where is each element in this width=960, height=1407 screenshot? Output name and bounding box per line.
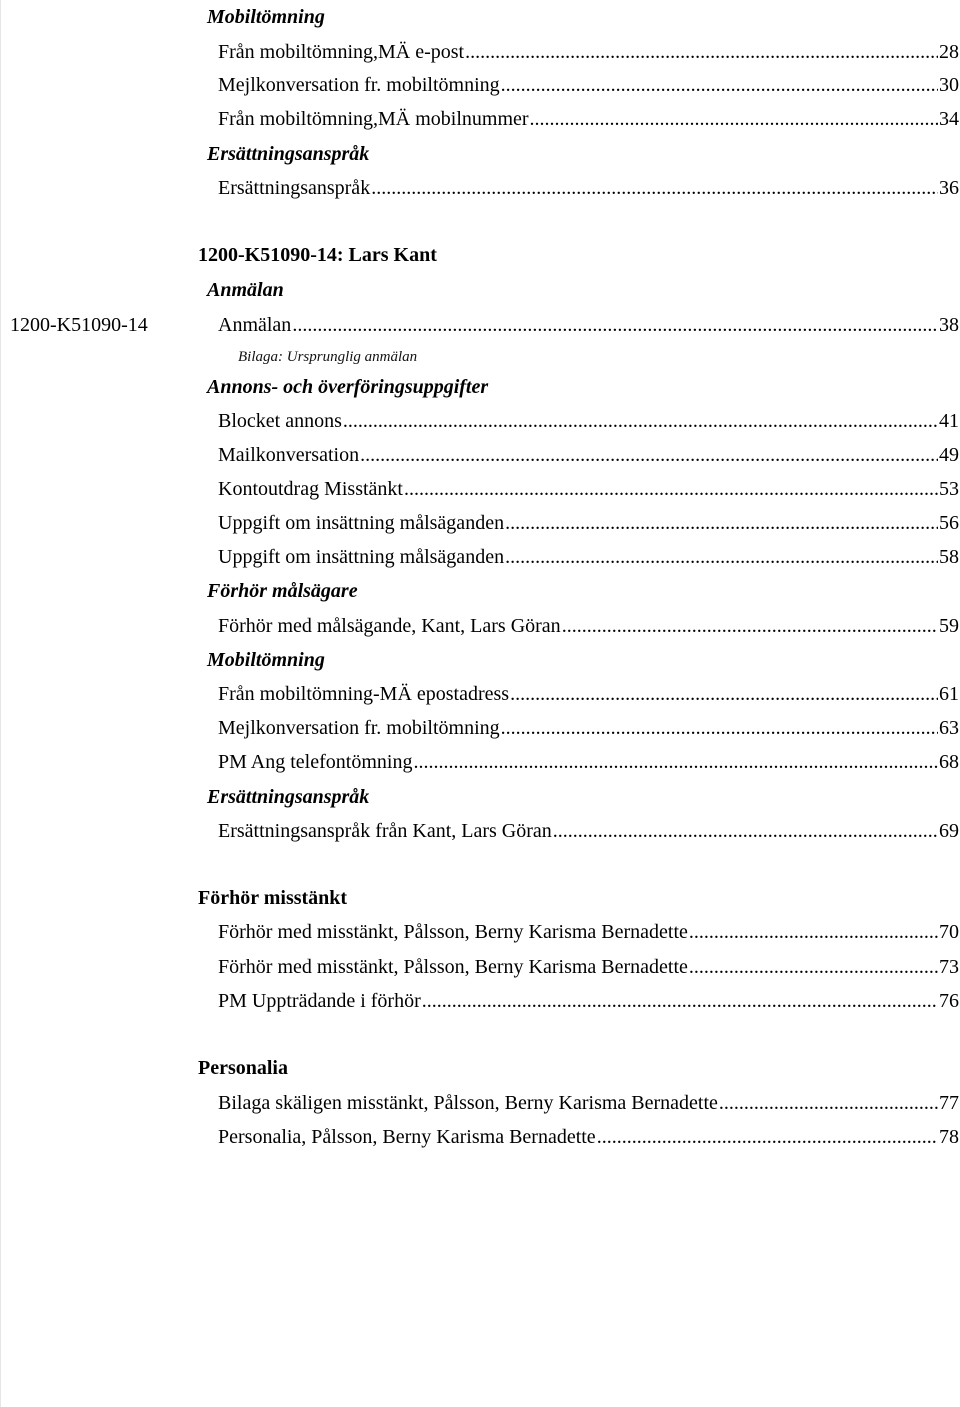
toc-entry[interactable]	[218, 750, 959, 774]
entry-title: Blocket annons	[218, 410, 342, 432]
entry-page: 49	[939, 444, 959, 466]
toc-entry[interactable]	[218, 40, 959, 64]
section-heading: Ersättningsanspråk	[207, 143, 370, 165]
toc-entry[interactable]	[218, 989, 959, 1013]
section-heading: Förhör målsägare	[207, 580, 358, 602]
entry-title: Anmälan	[218, 314, 292, 336]
dot-leader	[422, 989, 938, 1013]
dot-leader	[505, 545, 938, 569]
entry-title: Förhör med målsägande, Kant, Lars Göran	[218, 615, 561, 637]
entry-page: 28	[939, 41, 959, 63]
section-heading: Anmälan	[207, 279, 284, 301]
entry-page: 34	[939, 108, 959, 130]
attachment-note: Bilaga: Ursprunglig anmälan	[238, 349, 418, 365]
entry-page: 56	[939, 512, 959, 534]
dot-leader	[501, 73, 938, 97]
entry-title: Ersättningsanspråk	[218, 177, 371, 199]
entry-title: Kontoutdrag Misstänkt	[218, 478, 403, 500]
entry-page: 77	[939, 1092, 959, 1114]
dot-leader	[689, 955, 938, 979]
section-heading: Mobiltömning	[207, 649, 325, 671]
entry-page: 61	[939, 683, 959, 705]
toc-entry[interactable]	[218, 682, 959, 706]
dot-leader	[343, 409, 938, 433]
entry-title: PM Ang telefontömning	[218, 751, 413, 773]
entry-title: Ersättningsanspråk från Kant, Lars Göran	[218, 820, 552, 842]
case-heading: 1200-K51090-14: Lars Kant	[198, 244, 437, 266]
dot-leader	[360, 443, 938, 467]
section-heading: Mobiltömning	[207, 6, 325, 28]
toc-entry[interactable]	[218, 716, 959, 740]
toc-entry[interactable]	[218, 477, 959, 501]
section-heading: Annons- och överföringsuppgifter	[207, 376, 489, 398]
toc-entry[interactable]	[218, 545, 959, 569]
entry-title: Från mobiltömning,MÄ mobilnummer	[218, 108, 529, 130]
entry-title: Uppgift om insättning målsäganden	[218, 546, 505, 568]
toc-entry[interactable]	[218, 1091, 959, 1115]
toc-entry[interactable]	[218, 614, 959, 638]
entry-page: 41	[939, 410, 959, 432]
entry-page: 73	[939, 956, 959, 978]
entry-title: PM Uppträdande i förhör	[218, 990, 421, 1012]
toc-entry[interactable]	[218, 920, 959, 944]
toc-entry[interactable]	[218, 955, 959, 979]
entry-title: Mejlkonversation fr. mobiltömning	[218, 74, 500, 96]
section-heading: Personalia	[198, 1057, 288, 1079]
page-edge	[0, 0, 1, 1407]
entry-page: 53	[939, 478, 959, 500]
toc-entry[interactable]	[218, 176, 959, 200]
entry-page: 30	[939, 74, 959, 96]
entry-title: Från mobiltömning,MÄ e-post	[218, 41, 465, 63]
entry-page: 68	[939, 751, 959, 773]
entry-page: 36	[939, 177, 959, 199]
toc-entry[interactable]	[218, 511, 959, 535]
dot-leader	[597, 1125, 938, 1149]
toc-entry[interactable]	[218, 819, 959, 843]
dot-leader	[292, 313, 938, 337]
dot-leader	[505, 511, 938, 535]
dot-leader	[562, 614, 938, 638]
case-number-label: 1200-K51090-14	[10, 314, 148, 336]
entry-title: Uppgift om insättning målsäganden	[218, 512, 505, 534]
toc-entry[interactable]	[218, 1125, 959, 1149]
dot-leader	[510, 682, 938, 706]
dot-leader	[553, 819, 938, 843]
entry-title: Mailkonversation	[218, 444, 360, 466]
dot-leader	[404, 477, 938, 501]
dot-leader	[689, 920, 938, 944]
entry-page: 70	[939, 921, 959, 943]
dot-leader	[413, 750, 938, 774]
dot-leader	[719, 1091, 938, 1115]
dot-leader	[501, 716, 938, 740]
entry-title: Personalia, Pålsson, Berny Karisma Bernadette	[218, 1126, 596, 1148]
toc-entry[interactable]	[218, 409, 959, 433]
entry-title: Mejlkonversation fr. mobiltömning	[218, 717, 500, 739]
dot-leader	[371, 176, 938, 200]
entry-title: Förhör med misstänkt, Pålsson, Berny Karisma Bernadette	[218, 956, 688, 978]
entry-page: 63	[939, 717, 959, 739]
entry-page: 59	[939, 615, 959, 637]
toc-entry[interactable]	[218, 313, 959, 337]
entry-title: Från mobiltömning-MÄ epostadress	[218, 683, 510, 705]
section-heading: Ersättningsanspråk	[207, 786, 370, 808]
dot-leader	[530, 107, 938, 131]
entry-title: Förhör med misstänkt, Pålsson, Berny Karisma Bernadette	[218, 921, 688, 943]
entry-page: 76	[939, 990, 959, 1012]
entry-page: 78	[939, 1126, 959, 1148]
toc-entry[interactable]	[218, 107, 959, 131]
entry-page: 69	[939, 820, 959, 842]
toc-entry[interactable]	[218, 73, 959, 97]
entry-page: 38	[939, 314, 959, 336]
entry-title: Bilaga skäligen misstänkt, Pålsson, Berny Karisma Bernadette	[218, 1092, 718, 1114]
dot-leader	[465, 40, 938, 64]
entry-page: 58	[939, 546, 959, 568]
section-heading: Förhör misstänkt	[198, 887, 348, 909]
toc-entry[interactable]	[218, 443, 959, 467]
